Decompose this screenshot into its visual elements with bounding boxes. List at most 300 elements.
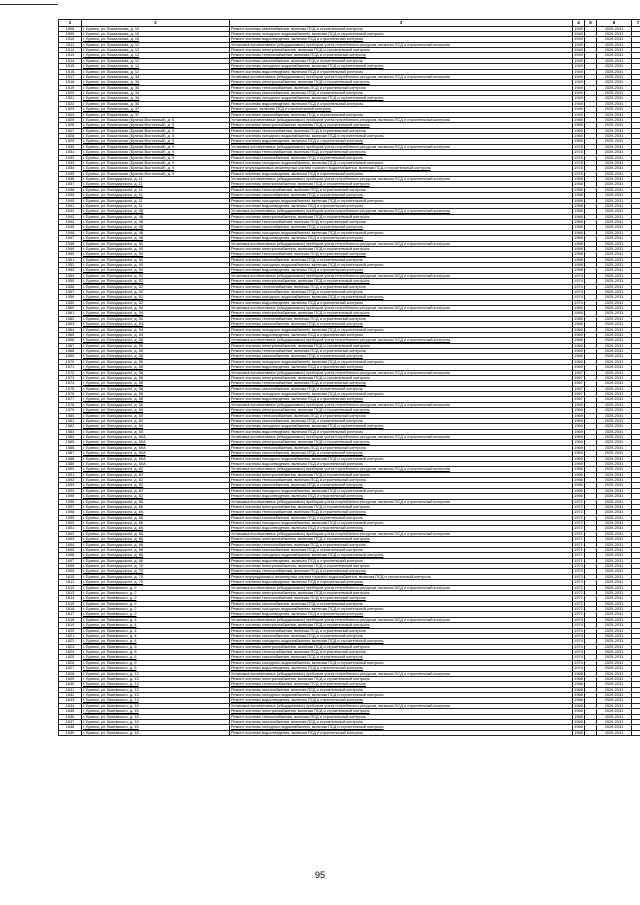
work-type-cell: Ремонт системы водоотведения, включая ПСД и строительный контроль [230, 730, 573, 735]
period-cell: 2029-2031 [597, 85, 632, 90]
work-type-cell: Ремонт системы электроснабжения, включая ПСД и строительный контроль [230, 644, 573, 649]
address-cell: г. Брянск, ул. Володарского, д. 56 [82, 343, 230, 348]
row-number-cell: 1638 [59, 725, 82, 730]
row-number-cell: 1538 [59, 187, 82, 192]
work-type-cell: Ремонт системы электроснабжения, включая ПСД и строительный контроль [230, 590, 573, 595]
row-number-cell: 1546 [59, 230, 82, 235]
build-year-cell: 1949 [574, 42, 583, 47]
row-number-cell: 1539 [59, 193, 82, 198]
row-number-cell: 1558 [59, 295, 82, 300]
row-number-cell: 1572 [59, 370, 82, 375]
address-cell: г. Брянск, ул. Володарского, д. 60А [82, 456, 230, 461]
row-number-cell: 1562 [59, 316, 82, 321]
address-cell: г. Брянск, ул. Володарского, д. 70 [82, 569, 230, 574]
address-cell: г. Брянск, ул. Вяземского, д. 15 [82, 725, 230, 730]
build-year-cell: 1958 [574, 251, 583, 257]
work-type-cell: Ремонт системы водоотведения, включая ПСД и строительный контроль [230, 461, 573, 466]
period-cell: 2029-2031 [597, 375, 632, 380]
row-number-cell: 1606 [59, 553, 82, 558]
build-year-cell: 1974 [574, 622, 583, 628]
build-year-cell: 1966 [574, 224, 583, 230]
build-year-cell: 1958 [574, 267, 583, 273]
address-cell: г. Брянск, ул. Володарского, д. 60 [82, 408, 230, 413]
period-cell: 2029-2031 [597, 241, 632, 246]
work-type-cell: Ремонт системы электроснабжения, включая ПСД и строительный контроль [230, 408, 573, 413]
work-type-cell: Установка коллективных (общедомовых) приборов учета потребления ресурсов, включая ПСД и строительный контроль [230, 74, 573, 79]
row-number-cell: 1567 [59, 343, 82, 348]
address-cell: г. Брянск, ул. Вяземского, д. 15 [82, 719, 230, 724]
address-cell: г. Брянск, ул. Вокзальная (Брянск-Восточный), д. 9 [82, 160, 230, 165]
build-year-cell: 1958 [574, 203, 583, 208]
period-cell: 2029-2031 [597, 633, 632, 638]
work-type-cell: Ремонт системы теплоснабжения, включая ПСД и строительный контроль [230, 682, 573, 687]
period-cell: 2029-2031 [597, 252, 632, 257]
work-type-cell: Ремонт системы электроснабжения, включая ПСД и строительный контроль [230, 343, 573, 348]
build-year-cell: 1972 [574, 585, 583, 590]
address-cell: г. Брянск, ул. Вокзальная (Брянск-Восточный), д. 9 [82, 155, 230, 160]
address-cell: г. Брянск, ул. Володарского, д. 68 [82, 558, 230, 563]
work-type-cell: Установка коллективных (общедомовых) приборов учета потребления ресурсов, включая ПСД и строительный контроль [230, 273, 573, 278]
build-year-cell: 1958 [574, 192, 583, 198]
work-type-cell: Ремонт системы водоотведения, включая ПСД и строительный контроль [230, 236, 573, 241]
period-cell: 2029-2031 [597, 289, 632, 294]
address-cell: г. Брянск, ул. Вяземского, д. 4 [82, 623, 230, 628]
address-cell: г. Брянск, ул. Володарского, д. 52 [82, 279, 230, 284]
address-cell: г. Брянск, ул. Володарского, д. 56 [82, 349, 230, 354]
address-cell: г. Брянск, ул. Вокзальная (Брянск-Восточный), д. 5 [82, 128, 230, 133]
build-year-cell: 1949 [574, 52, 583, 58]
period-cell: 2029-2031 [597, 139, 632, 144]
period-cell: 2029-2031 [597, 160, 632, 165]
address-cell: г. Брянск, ул. Володарского, д. 60 [82, 413, 230, 418]
address-cell: г. Брянск, ул. Вокзальная, д. 12 [82, 42, 230, 47]
work-type-cell: Ремонт системы теплоснабжения, включая ПСД и строительный контроль [230, 542, 573, 547]
row-number-cell: 1549 [59, 246, 82, 251]
row-number-cell: 1616 [59, 607, 82, 612]
row-number-cell: 1631 [59, 687, 82, 692]
address-cell: г. Брянск, ул. Володарского, д. 60 [82, 418, 230, 423]
row-number-cell: 1610 [59, 574, 82, 579]
work-type-cell: Ремонт системы теплоснабжения, включая ПСД и строительный контроль [230, 128, 573, 133]
address-cell: г. Брянск, ул. Володарского, д. 58 [82, 386, 230, 391]
address-cell: г. Брянск, ул. Вокзальная, д. 34 [82, 96, 230, 101]
row-number-cell: 1584 [59, 435, 82, 440]
build-year-cell: 1965 [574, 122, 583, 128]
address-cell: г. Брянск, ул. Вяземского, д. 2 [82, 612, 230, 617]
address-cell: г. Брянск, ул. Володарского, д. 54 [82, 311, 230, 316]
build-year-cell: 1949 [574, 85, 583, 90]
work-type-cell: Ремонт системы холодного водоснабжения, включая ПСД и строительный контроль [230, 424, 573, 429]
row-number-cell: 1628 [59, 671, 82, 676]
row-number-cell: 1585 [59, 440, 82, 445]
period-cell: 2029-2031 [597, 607, 632, 612]
address-cell: г. Брянск, ул. Володарского, д. 52 [82, 273, 230, 278]
row-number-cell: 1607 [59, 558, 82, 563]
row-number-cell: 1523 [59, 107, 82, 112]
address-cell: г. Брянск, ул. Вяземского, д. 15 [82, 730, 230, 735]
work-type-cell: Ремонт системы водоотведения, включая ПСД и строительный контроль [230, 139, 573, 144]
work-type-cell: Ремонт системы холодного водоснабжения, включая ПСД и строительный контроль [230, 327, 573, 332]
row-number-cell: 1580 [59, 413, 82, 418]
row-number-cell: 1622 [59, 639, 82, 644]
period-cell: 2029-2031 [597, 386, 632, 391]
build-year-cell: 1974 [574, 638, 583, 644]
build-year-cell: 1974 [574, 628, 583, 633]
row-number-cell: 1589 [59, 461, 82, 466]
period-cell: 2029-2031 [597, 220, 632, 225]
work-type-cell: Ремонт системы теплоснабжения, включая ПСД и строительный контроль [230, 150, 573, 155]
period-cell: 2029-2031 [597, 177, 632, 182]
row-number-cell: 1535 [59, 171, 82, 176]
period-cell: 2029-2031 [597, 295, 632, 300]
period-cell: 2029-2031 [597, 354, 632, 359]
period-cell: 2029-2031 [597, 510, 632, 515]
period-cell: 2029-2031 [597, 101, 632, 106]
address-cell: г. Брянск, ул. Володарского, д. 11 [82, 187, 230, 192]
build-year-cell: 1972 [574, 590, 583, 595]
build-year-cell: 1973 [574, 574, 583, 579]
period-cell: 2029-2031 [597, 316, 632, 321]
address-cell: г. Брянск, ул. Володарского, д. 70 [82, 564, 230, 569]
address-cell: г. Брянск, ул. Володарского, д. 52 [82, 284, 230, 289]
period-cell: 2029-2031 [597, 693, 632, 698]
row-number-cell: 1543 [59, 214, 82, 219]
address-cell: г. Брянск, ул. Володарского, д. 68 [82, 531, 230, 536]
work-type-cell: Ремонт системы газоснабжения, включая ПСД и строительный контроль [230, 515, 573, 520]
address-cell: г. Брянск, ул. Вокзальная (Брянск-Восточный), д. 9 [82, 166, 230, 171]
period-cell: 2029-2031 [597, 478, 632, 483]
address-cell: г. Брянск, ул. Володарского, д. 68 [82, 553, 230, 558]
address-cell: г. Брянск, ул. Володарского, д. 48 [82, 209, 230, 214]
period-cell: 2029-2031 [597, 424, 632, 429]
row-number-cell: 1520 [59, 91, 82, 96]
period-cell: 2029-2031 [597, 650, 632, 655]
period-cell: 2029-2031 [597, 187, 632, 192]
work-type-cell: Установка коллективных (общедомовых) приборов учета потребления ресурсов, включая ПСД и строительный контроль [230, 144, 573, 149]
period-cell: 2029-2031 [597, 580, 632, 585]
period-cell: 2029-2031 [597, 709, 632, 714]
row-number-cell: 1511 [59, 42, 82, 47]
row-number-cell: 1633 [59, 698, 82, 703]
work-type-cell: Ремонт системы водоотведения, включая ПСД и строительный контроль [230, 397, 573, 402]
row-number-cell: 1559 [59, 300, 82, 305]
period-cell: 2029-2031 [597, 327, 632, 332]
row-number-cell: 1573 [59, 375, 82, 380]
work-type-cell: Ремонт системы теплоснабжения, включая ПСД и строительный контроль [230, 284, 573, 289]
row-number-cell: 1602 [59, 531, 82, 536]
period-cell: 2029-2031 [597, 279, 632, 284]
work-type-cell: Ремонт системы холодного водоснабжения, включая ПСД и строительный контроль [230, 392, 573, 397]
period-cell: 2029-2031 [597, 682, 632, 687]
build-year-cell: 1969 [574, 407, 583, 413]
address-cell: г. Брянск, ул. Володарского, д. 48 [82, 220, 230, 225]
address-cell: г. Брянск, ул. Вяземского, д. 4 [82, 628, 230, 633]
work-type-cell: Установка коллективных (общедомовых) приборов учета потребления ресурсов, включая ПСД и строительный контроль [230, 585, 573, 590]
period-cell: 2029-2031 [597, 660, 632, 665]
work-type-cell: Ремонт системы холодного водоснабжения, включая ПСД и строительный контроль [230, 553, 573, 558]
work-type-cell: Ремонт системы водоотведения, включая ПСД и строительный контроль [230, 268, 573, 273]
work-type-cell: Ремонт системы теплоснабжения, включая ПСД и строительный контроль [230, 650, 573, 655]
build-year-cell: 1968 [574, 692, 583, 698]
build-year-cell: 1965 [574, 138, 583, 144]
address-cell: г. Брянск, ул. Володарского, д. 58 [82, 392, 230, 397]
build-year-cell: 1968 [574, 697, 583, 703]
work-type-cell: Ремонт системы газоснабжения, включая ПСД и строительный контроль [230, 225, 573, 230]
build-year-cell: 1974 [574, 294, 583, 300]
row-number-cell: 1553 [59, 268, 82, 273]
row-number-cell: 1512 [59, 48, 82, 53]
build-year-cell: 1974 [574, 300, 583, 305]
period-cell: 2029-2031 [597, 230, 632, 235]
work-type-cell: Ремонт системы газоснабжения, включая ПСД и строительный контроль [230, 26, 573, 31]
period-cell: 2029-2031 [597, 402, 632, 407]
row-number-cell: 1536 [59, 177, 82, 182]
build-year-cell: 1965 [574, 348, 583, 354]
build-year-cell: 1974 [574, 649, 583, 655]
works-table-sheet [58, 19, 640, 736]
work-type-cell: Ремонт системы водоотведения, включая ПСД и строительный контроль [230, 429, 573, 434]
address-cell: г. Брянск, ул. Вяземского, д. 13 [82, 671, 230, 676]
build-year-cell: 1949 [574, 101, 583, 106]
address-cell: г. Брянск, ул. Володарского, д. 70 [82, 580, 230, 585]
period-cell: 2029-2031 [597, 91, 632, 96]
row-number-cell: 1630 [59, 682, 82, 687]
period-cell: 2029-2031 [597, 397, 632, 402]
work-type-cell: Установка коллективных (общедомовых) приборов учета потребления ресурсов, включая ПСД и строительный контроль [230, 402, 573, 407]
build-year-cell: 1973 [574, 563, 583, 569]
row-number-cell: 1586 [59, 445, 82, 450]
row-number-cell: 1591 [59, 472, 82, 477]
address-cell: г. Брянск, ул. Володарского, д. 56 [82, 359, 230, 364]
row-number-cell: 1592 [59, 478, 82, 483]
row-number-cell: 1552 [59, 263, 82, 268]
build-year-cell: 1965 [574, 343, 583, 348]
row-number-cell: 1578 [59, 402, 82, 407]
row-number-cell: 1588 [59, 456, 82, 461]
work-type-cell: Ремонт системы электроснабжения, включая ПСД и строительный контроль [230, 246, 573, 251]
row-number-cell: 1597 [59, 504, 82, 509]
address-cell: г. Брянск, ул. Вокзальная, д. 34 [82, 91, 230, 96]
period-cell: 2029-2031 [597, 128, 632, 133]
table-row [59, 730, 640, 735]
address-cell: г. Брянск, ул. Вокзальная, д. 37 [82, 112, 230, 117]
period-cell: 2029-2031 [597, 623, 632, 628]
row-number-cell: 1524 [59, 112, 82, 117]
empty-cell [632, 730, 640, 735]
row-number-cell: 1519 [59, 85, 82, 90]
work-type-cell: Установка коллективных (общедомовых) приборов учета потребления ресурсов, включая ПСД и строительный контроль [230, 703, 573, 708]
row-number-cell: 1564 [59, 327, 82, 332]
address-cell: г. Брянск, ул. Володарского, д. 52 [82, 289, 230, 294]
build-year-cell: 1972 [574, 601, 583, 606]
address-cell: г. Брянск, ул. Володарского, д. 60А [82, 451, 230, 456]
build-year-cell: 1949 [574, 79, 583, 85]
address-cell: г. Брянск, ул. Володарского, д. 66 [82, 515, 230, 520]
period-cell: 2029-2031 [597, 537, 632, 542]
address-cell: г. Брянск, ул. Вяземского, д. 6 [82, 644, 230, 649]
work-type-cell: Ремонт системы водоотведения, включая ПСД и строительный контроль [230, 365, 573, 370]
row-number-cell: 1620 [59, 628, 82, 633]
address-cell: г. Брянск, ул. Володарского, д. 11 [82, 177, 230, 182]
work-type-cell: Ремонт системы холодного водоснабжения, включая ПСД и строительный контроль [230, 693, 573, 698]
build-year-cell: 1949 [574, 74, 583, 79]
address-cell: г. Брянск, ул. Володарского, д. 58 [82, 397, 230, 402]
work-type-cell: Ремонт системы теплоснабжения, включая ПСД и строительный контроль [230, 445, 573, 450]
build-year-cell: 1972 [574, 595, 583, 601]
work-type-cell: Ремонт системы холодного водоснабжения, включая ПСД и строительный контроль [230, 488, 573, 493]
row-number-cell: 1594 [59, 488, 82, 493]
period-cell: 2029-2031 [597, 590, 632, 595]
build-year-cell: 1966 [574, 714, 583, 719]
period-cell: 2029-2031 [597, 150, 632, 155]
work-type-cell: Ремонт системы газоснабжения, включая ПСД и строительный контроль [230, 193, 573, 198]
build-year-cell: 1966 [574, 724, 583, 730]
period-cell: 2029-2031 [597, 182, 632, 187]
row-number-cell: 1528 [59, 134, 82, 139]
address-cell: г. Брянск, ул. Вяземского, д. 2 [82, 607, 230, 612]
period-cell: 2029-2031 [597, 214, 632, 219]
work-type-cell: Ремонт системы газоснабжения, включая ПСД и строительный контроль [230, 719, 573, 724]
address-cell: г. Брянск, ул. Володарского, д. 52 [82, 295, 230, 300]
work-type-cell: Ремонт системы теплоснабжения, включая ПСД и строительный контроль [230, 596, 573, 601]
period-cell: 2029-2031 [597, 574, 632, 579]
row-number-cell: 1577 [59, 397, 82, 402]
address-cell: г. Брянск, ул. Володарского, д. 54 [82, 322, 230, 327]
build-year-cell: 1965 [574, 310, 583, 316]
row-number-cell: 1569 [59, 354, 82, 359]
build-year-cell: 1971 [574, 547, 583, 552]
period-cell: 2029-2031 [597, 676, 632, 681]
address-cell: г. Брянск, ул. Вяземского, д. 6 [82, 655, 230, 660]
period-cell: 2029-2031 [597, 273, 632, 278]
row-number-cell: 1637 [59, 719, 82, 724]
row-number-cell: 1547 [59, 236, 82, 241]
period-cell: 2029-2031 [597, 107, 632, 112]
build-year-cell: 1949 [574, 90, 583, 96]
build-year-cell: 1974 [574, 273, 583, 278]
build-year-cell: 1966 [574, 719, 583, 724]
build-year-cell: 1965 [574, 359, 583, 364]
build-year-cell: 1972 [574, 611, 583, 617]
work-type-cell: Ремонт системы теплоснабжения, включая ПСД и строительный контроль [230, 53, 573, 58]
period-cell: 2029-2031 [597, 193, 632, 198]
work-type-cell: Ремонт системы электроснабжения, включая ПСД и строительный контроль [230, 504, 573, 509]
address-cell: г. Брянск, ул. Володарского, д. 11 [82, 203, 230, 208]
works-table [58, 19, 640, 736]
address-cell: г. Брянск, ул. Володарского, д. 56 [82, 354, 230, 359]
row-number-cell: 1530 [59, 144, 82, 149]
build-year-cell: 1958 [574, 181, 583, 187]
period-cell: 2029-2031 [597, 558, 632, 563]
period-cell: 2029-2031 [597, 451, 632, 456]
work-type-cell: Ремонт системы водоотведения, включая ПСД и строительный контроль [230, 526, 573, 531]
row-number-cell: 1624 [59, 650, 82, 655]
period-cell: 2029-2031 [597, 306, 632, 311]
period-cell: 2029-2031 [597, 117, 632, 122]
build-year-cell: 1973 [574, 579, 583, 585]
row-number-cell: 1596 [59, 499, 82, 504]
work-type-cell: Установка коллективных (общедомовых) приборов учета потребления ресурсов, включая ПСД и строительный контроль [230, 338, 573, 343]
header-col-7: 7 [632, 20, 640, 27]
row-number-cell: 1570 [59, 359, 82, 364]
row-number-cell: 1601 [59, 526, 82, 531]
work-type-cell: Ремонт системы холодного водоснабжения, включая ПСД и строительный контроль [230, 230, 573, 235]
work-type-cell: Ремонт системы газоснабжения, включая ПСД и строительный контроль [230, 322, 573, 327]
address-cell: г. Брянск, ул. Вокзальная, д. 12 [82, 58, 230, 63]
work-type-cell: Ремонт системы холодного водоснабжения, включая ПСД и строительный контроль [230, 96, 573, 101]
build-year-cell: 1973 [574, 568, 583, 574]
build-year-cell: 1968 [574, 671, 583, 676]
period-cell: 2029-2031 [597, 332, 632, 337]
address-cell: г. Брянск, ул. Вяземского, д. 6 [82, 660, 230, 665]
work-type-cell: Ремонт системы водоотведения, включая ПСД и строительный контроль [230, 332, 573, 337]
build-year-cell: 1971 [574, 558, 583, 563]
row-number-cell: 1514 [59, 58, 82, 63]
build-year-cell: 1965 [574, 332, 583, 337]
address-cell: г. Брянск, ул. Володарского, д. 60 [82, 402, 230, 407]
build-year-cell: 1969 [574, 402, 583, 407]
work-type-cell: Ремонт системы электроснабжения, включая ПСД и строительный контроль [230, 676, 573, 681]
period-cell: 2029-2031 [597, 601, 632, 606]
period-cell: 2029-2031 [597, 435, 632, 440]
row-number-cell: 1568 [59, 349, 82, 354]
build-year-cell: 1971 [574, 536, 583, 542]
work-type-cell: Ремонт системы водоотведения, включая ПСД и строительный контроль [230, 203, 573, 208]
work-type-cell: Ремонт системы холодного водоснабжения, включая ПСД и строительный контроль [230, 31, 573, 36]
row-number-cell: 1532 [59, 155, 82, 160]
work-type-cell: Ремонт системы газоснабжения, включая ПСД и строительный контроль [230, 257, 573, 262]
work-type-cell: Установка коллективных (общедомовых) приборов учета потребления ресурсов, включая ПСД и строительный контроль [230, 370, 573, 375]
row-number-cell: 1605 [59, 547, 82, 552]
address-cell: г. Брянск, ул. Володарского, д. 58 [82, 375, 230, 380]
build-year-cell: 1972 [574, 499, 583, 504]
period-cell: 2029-2031 [597, 542, 632, 547]
work-type-cell: Ремонт системы теплоснабжения, включая ПСД и строительный контроль [230, 316, 573, 321]
address-cell: г. Брянск, ул. Володарского, д. 48 [82, 236, 230, 241]
address-cell: г. Брянск, ул. Володарского, д. 11 [82, 193, 230, 198]
build-year-cell: 1978 [574, 160, 583, 165]
build-year-cell: 1968 [574, 681, 583, 687]
period-cell: 2029-2031 [597, 381, 632, 386]
period-cell: 2029-2031 [597, 445, 632, 450]
address-cell: г. Брянск, ул. Володарского, д. 56 [82, 338, 230, 343]
row-number-cell: 1545 [59, 225, 82, 230]
period-cell: 2029-2031 [597, 392, 632, 397]
work-type-cell: Ремонт системы газоснабжения, включая ПСД и строительный контроль [230, 354, 573, 359]
build-year-cell: 1949 [574, 112, 583, 117]
period-cell: 2029-2031 [597, 429, 632, 434]
address-cell: г. Брянск, ул. Володарского, д. 60А [82, 461, 230, 466]
address-cell: г. Брянск, ул. Вокзальная, д. 12 [82, 69, 230, 74]
period-cell: 2029-2031 [597, 617, 632, 622]
build-year-cell: 1958 [574, 198, 583, 203]
work-type-cell: Ремонт системы электроснабжения, включая ПСД и строительный контроль [230, 279, 573, 284]
work-type-cell: Ремонт крыши, включая ПСД и строительный контроль [230, 107, 573, 112]
row-number-cell: 1590 [59, 467, 82, 472]
build-year-cell: 1971 [574, 552, 583, 558]
row-number-cell: 1574 [59, 381, 82, 386]
build-year-cell: 1966 [574, 230, 583, 235]
row-number-cell: 1617 [59, 612, 82, 617]
row-number-cell: 1529 [59, 139, 82, 144]
period-cell: 2029-2031 [597, 322, 632, 327]
work-type-cell: Ремонт системы газоснабжения, включая ПСД и строительный контроль [230, 58, 573, 63]
period-cell: 2029-2031 [597, 58, 632, 63]
build-year-cell: 1965 [574, 353, 583, 359]
build-year-cell: 1965 [574, 327, 583, 332]
row-number-cell: 1608 [59, 564, 82, 569]
row-number-cell: 1542 [59, 209, 82, 214]
